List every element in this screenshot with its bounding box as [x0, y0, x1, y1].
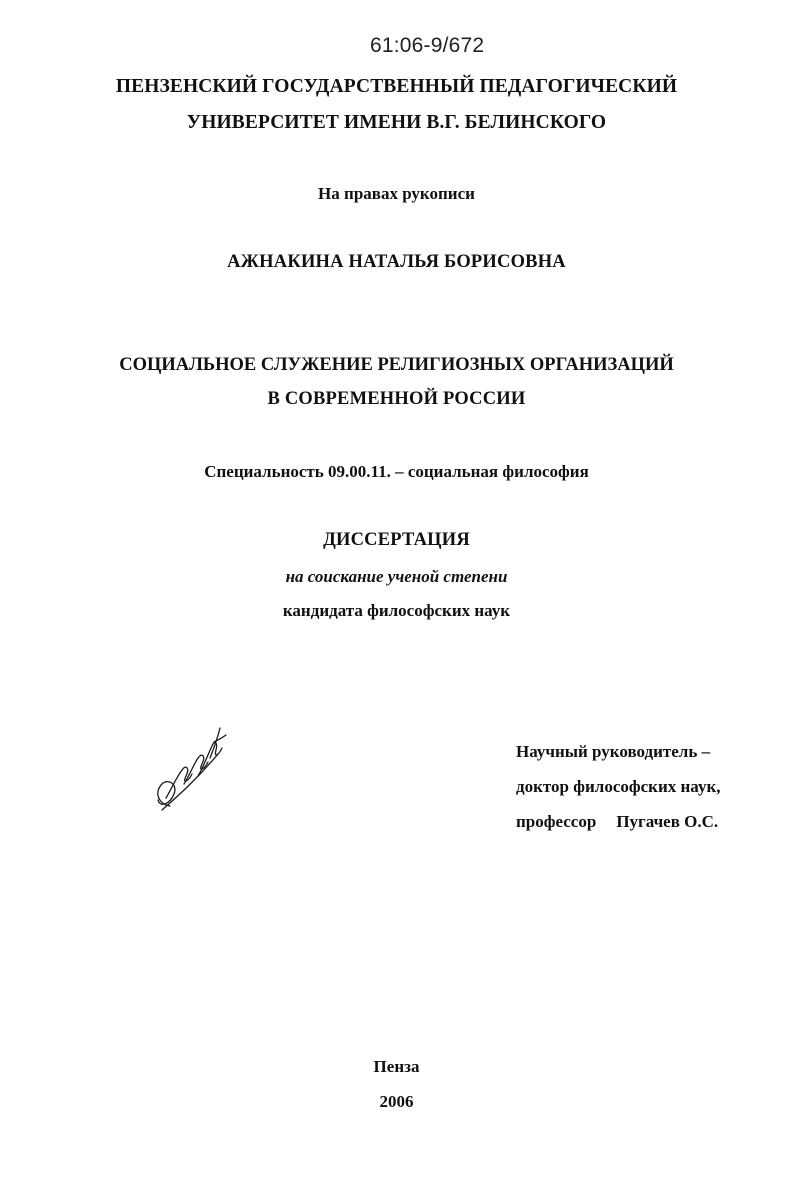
supervisor-title-name: [516, 812, 718, 832]
work-type: ДИССЕРТАЦИЯ: [323, 530, 470, 550]
supervisor-name: Пугачев О.С.: [616, 812, 719, 831]
year: 2006: [379, 1092, 414, 1111]
handwritten-signature: [148, 718, 230, 818]
city: Пенза: [373, 1057, 420, 1076]
specialty: Специальность 09.00.11. – социальная философия: [204, 462, 589, 481]
institution-line-1: ПЕНЗЕНСКИЙ ГОСУДАРСТВЕННЫЙ ПЕДАГОГИЧЕСКИЙ: [115, 76, 678, 97]
degree-line-2: кандидата философских наук: [282, 601, 511, 620]
degree-line-1: на соискание ученой степени: [285, 567, 508, 586]
institution-line-2: УНИВЕРСИТЕТ ИМЕНИ В.Г. БЕЛИНСКОГО: [186, 112, 607, 133]
title-line-2: В СОВРЕМЕННОЙ РОССИИ: [267, 389, 526, 409]
supervisor-role: Научный руководитель –: [516, 742, 711, 761]
author-name: АЖНАКИНА НАТАЛЬЯ БОРИСОВНА: [227, 252, 566, 272]
manuscript-rights: На правах рукописи: [318, 184, 475, 203]
supervisor-title: профессор: [516, 812, 597, 831]
catalog-number: 61:06-9/672: [370, 34, 485, 57]
title-line-1: СОЦИАЛЬНОЕ СЛУЖЕНИЕ РЕЛИГИОЗНЫХ ОРГАНИЗАЦИЙ: [119, 355, 674, 375]
supervisor-degree: доктор философских наук,: [516, 777, 721, 796]
